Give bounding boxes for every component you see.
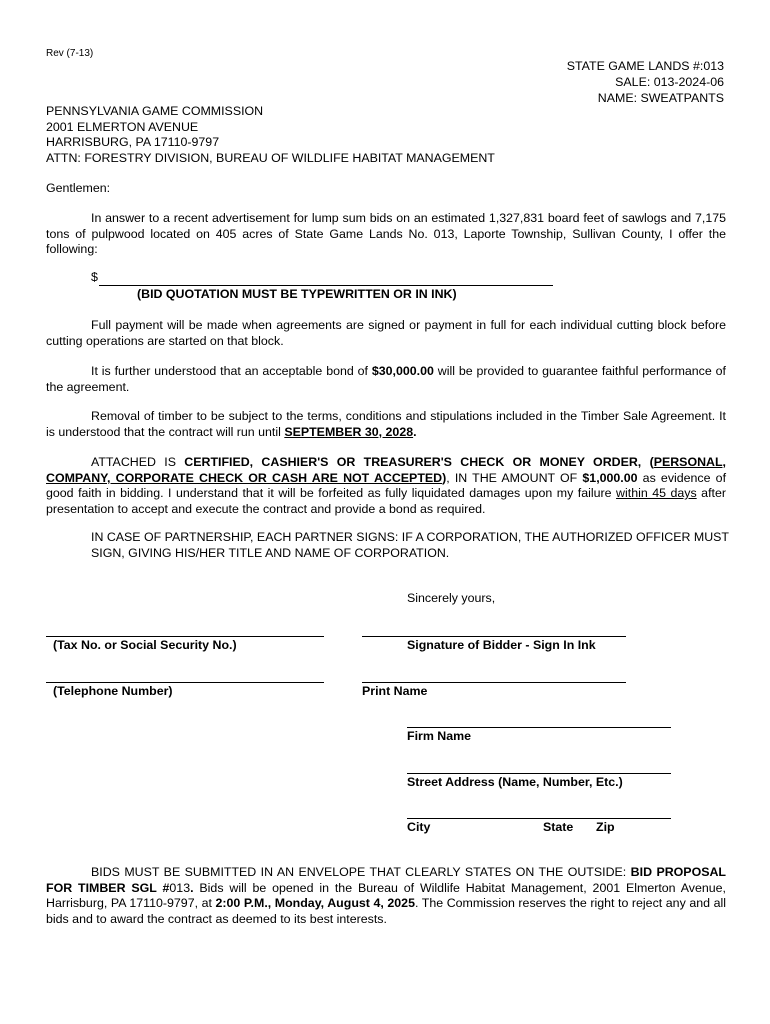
- street-address-label: Street Address (Name, Number, Etc.): [407, 775, 623, 789]
- tax-number-line[interactable]: [46, 636, 324, 637]
- salutation: Gentlemen:: [46, 181, 111, 195]
- bid-quotation-note: (BID QUOTATION MUST BE TYPEWRITTEN OR IN INK): [137, 287, 457, 301]
- deadline-note: within 45 days: [616, 486, 697, 500]
- address-line-city: HARRISBURG, PA 17110-9797: [46, 135, 220, 149]
- not-accepted-note: PERSONAL, COMPANY, CORPORATE CHECK OR CASH ARE NOT ACCEPTED: [46, 455, 726, 485]
- paragraph-removal: Removal of timber to be subject to the terms, conditions and stipulations included in the Timber Sale Agreement. It is understood that the contract will run until SEPTEMBER 30, 2028.: [46, 409, 726, 439]
- telephone-label: (Telephone Number): [53, 684, 173, 698]
- city-state-zip-line[interactable]: [407, 818, 671, 819]
- dollar-sign: $: [91, 270, 98, 284]
- address-line-attn: ATTN: FORESTRY DIVISION, BUREAU OF WILDLIFE HABITAT MANAGEMENT: [46, 150, 495, 165]
- state-label: State: [543, 820, 574, 834]
- paragraph-closing: BIDS MUST BE SUBMITTED IN AN ENVELOPE THAT CLEARLY STATES ON THE OUTSIDE: BID PROPOSAL FOR TIMBER SGL #013. Bids will be opened in the Bureau of Wildlife Habitat Management, 2001 Elmerton Avenue, Harrisburg, PA 17110-9797, at 2:00 P.M., Monday, August 4, 2025. The Commission reserves the right to reject any and all bids and to award the contract as deemed to its best interests.: [46, 865, 726, 926]
- zip-label: Zip: [596, 820, 615, 834]
- city-label: City: [407, 820, 431, 834]
- address-line-org: PENNSYLVANIA GAME COMMISSION: [46, 104, 264, 118]
- bid-amount-line[interactable]: [99, 285, 553, 286]
- state-game-lands-number: STATE GAME LANDS #:013: [566, 59, 724, 73]
- firm-name-label: Firm Name: [407, 729, 472, 743]
- address-line-street: 2001 ELMERTON AVENUE: [46, 119, 199, 134]
- telephone-line[interactable]: [46, 682, 324, 683]
- print-name-label: Print Name: [362, 684, 428, 698]
- firm-name-line[interactable]: [407, 727, 671, 728]
- bond-amount: $30,000.00: [371, 364, 434, 378]
- sale-info-block: [567, 59, 724, 107]
- closing-sincerely: Sincerely yours,: [407, 591, 496, 605]
- signature-label: Signature of Bidder - Sign In Ink: [407, 638, 596, 652]
- paragraph-bond: It is further understood that an acceptable bond of $30,000.00 will be provided to guarantee faithful performance of the agreement.: [46, 364, 726, 394]
- contract-end-date: SEPTEMBER 30, 2028: [284, 424, 414, 439]
- tax-number-label: (Tax No. or Social Security No.): [53, 638, 237, 652]
- bid-opening-datetime: 2:00 P.M., Monday, August 4, 2025: [215, 896, 415, 910]
- signature-line[interactable]: [362, 636, 626, 637]
- revision-label: Rev (7-13): [46, 48, 94, 59]
- paragraph-attached: ATTACHED IS CERTIFIED, CASHIER'S OR TREASURER'S CHECK OR MONEY ORDER, (PERSONAL, COMPANY, CORPORATE CHECK OR CASH ARE NOT ACCEPTED), IN THE AMOUNT OF $1,000.00 as evidence of good faith in bidding. I understand that it will be forfeited as fully liquidated damages upon my failure within 45 days after presentation to accept and execute the contract and provide a bond as required.: [46, 455, 727, 516]
- paragraph-partnership: IN CASE OF PARTNERSHIP, EACH PARTNER SIGNS: IF A CORPORATION, THE AUTHORIZED OFFICER MUST SIGN, GIVING HIS/HER TITLE AND NAME OF CORPORATION.: [91, 530, 729, 560]
- bid-proposal-label: BID PROPOSAL FOR TIMBER SGL #: [46, 865, 726, 895]
- recipient-address: [46, 104, 495, 166]
- paragraph-payment: Full payment will be made when agreements are signed or payment in full for each individual cutting block before cutting operations are started on that block.: [46, 318, 726, 348]
- street-address-line[interactable]: [407, 773, 671, 774]
- sale-name: NAME: SWEATPANTS: [597, 91, 724, 105]
- print-name-line[interactable]: [362, 682, 626, 683]
- good-faith-amount: $1,000.00: [582, 470, 638, 485]
- paragraph-answer: In answer to a recent advertisement for lump sum bids on an estimated 1,327,831 board feet of sawlogs and 7,175 tons of pulpwood located on 405 acres of State Game Lands No. 013, Laporte Township, Sullivan County, I offer the following:: [46, 211, 726, 256]
- sale-number: SALE: 013-2024-06: [615, 75, 724, 89]
